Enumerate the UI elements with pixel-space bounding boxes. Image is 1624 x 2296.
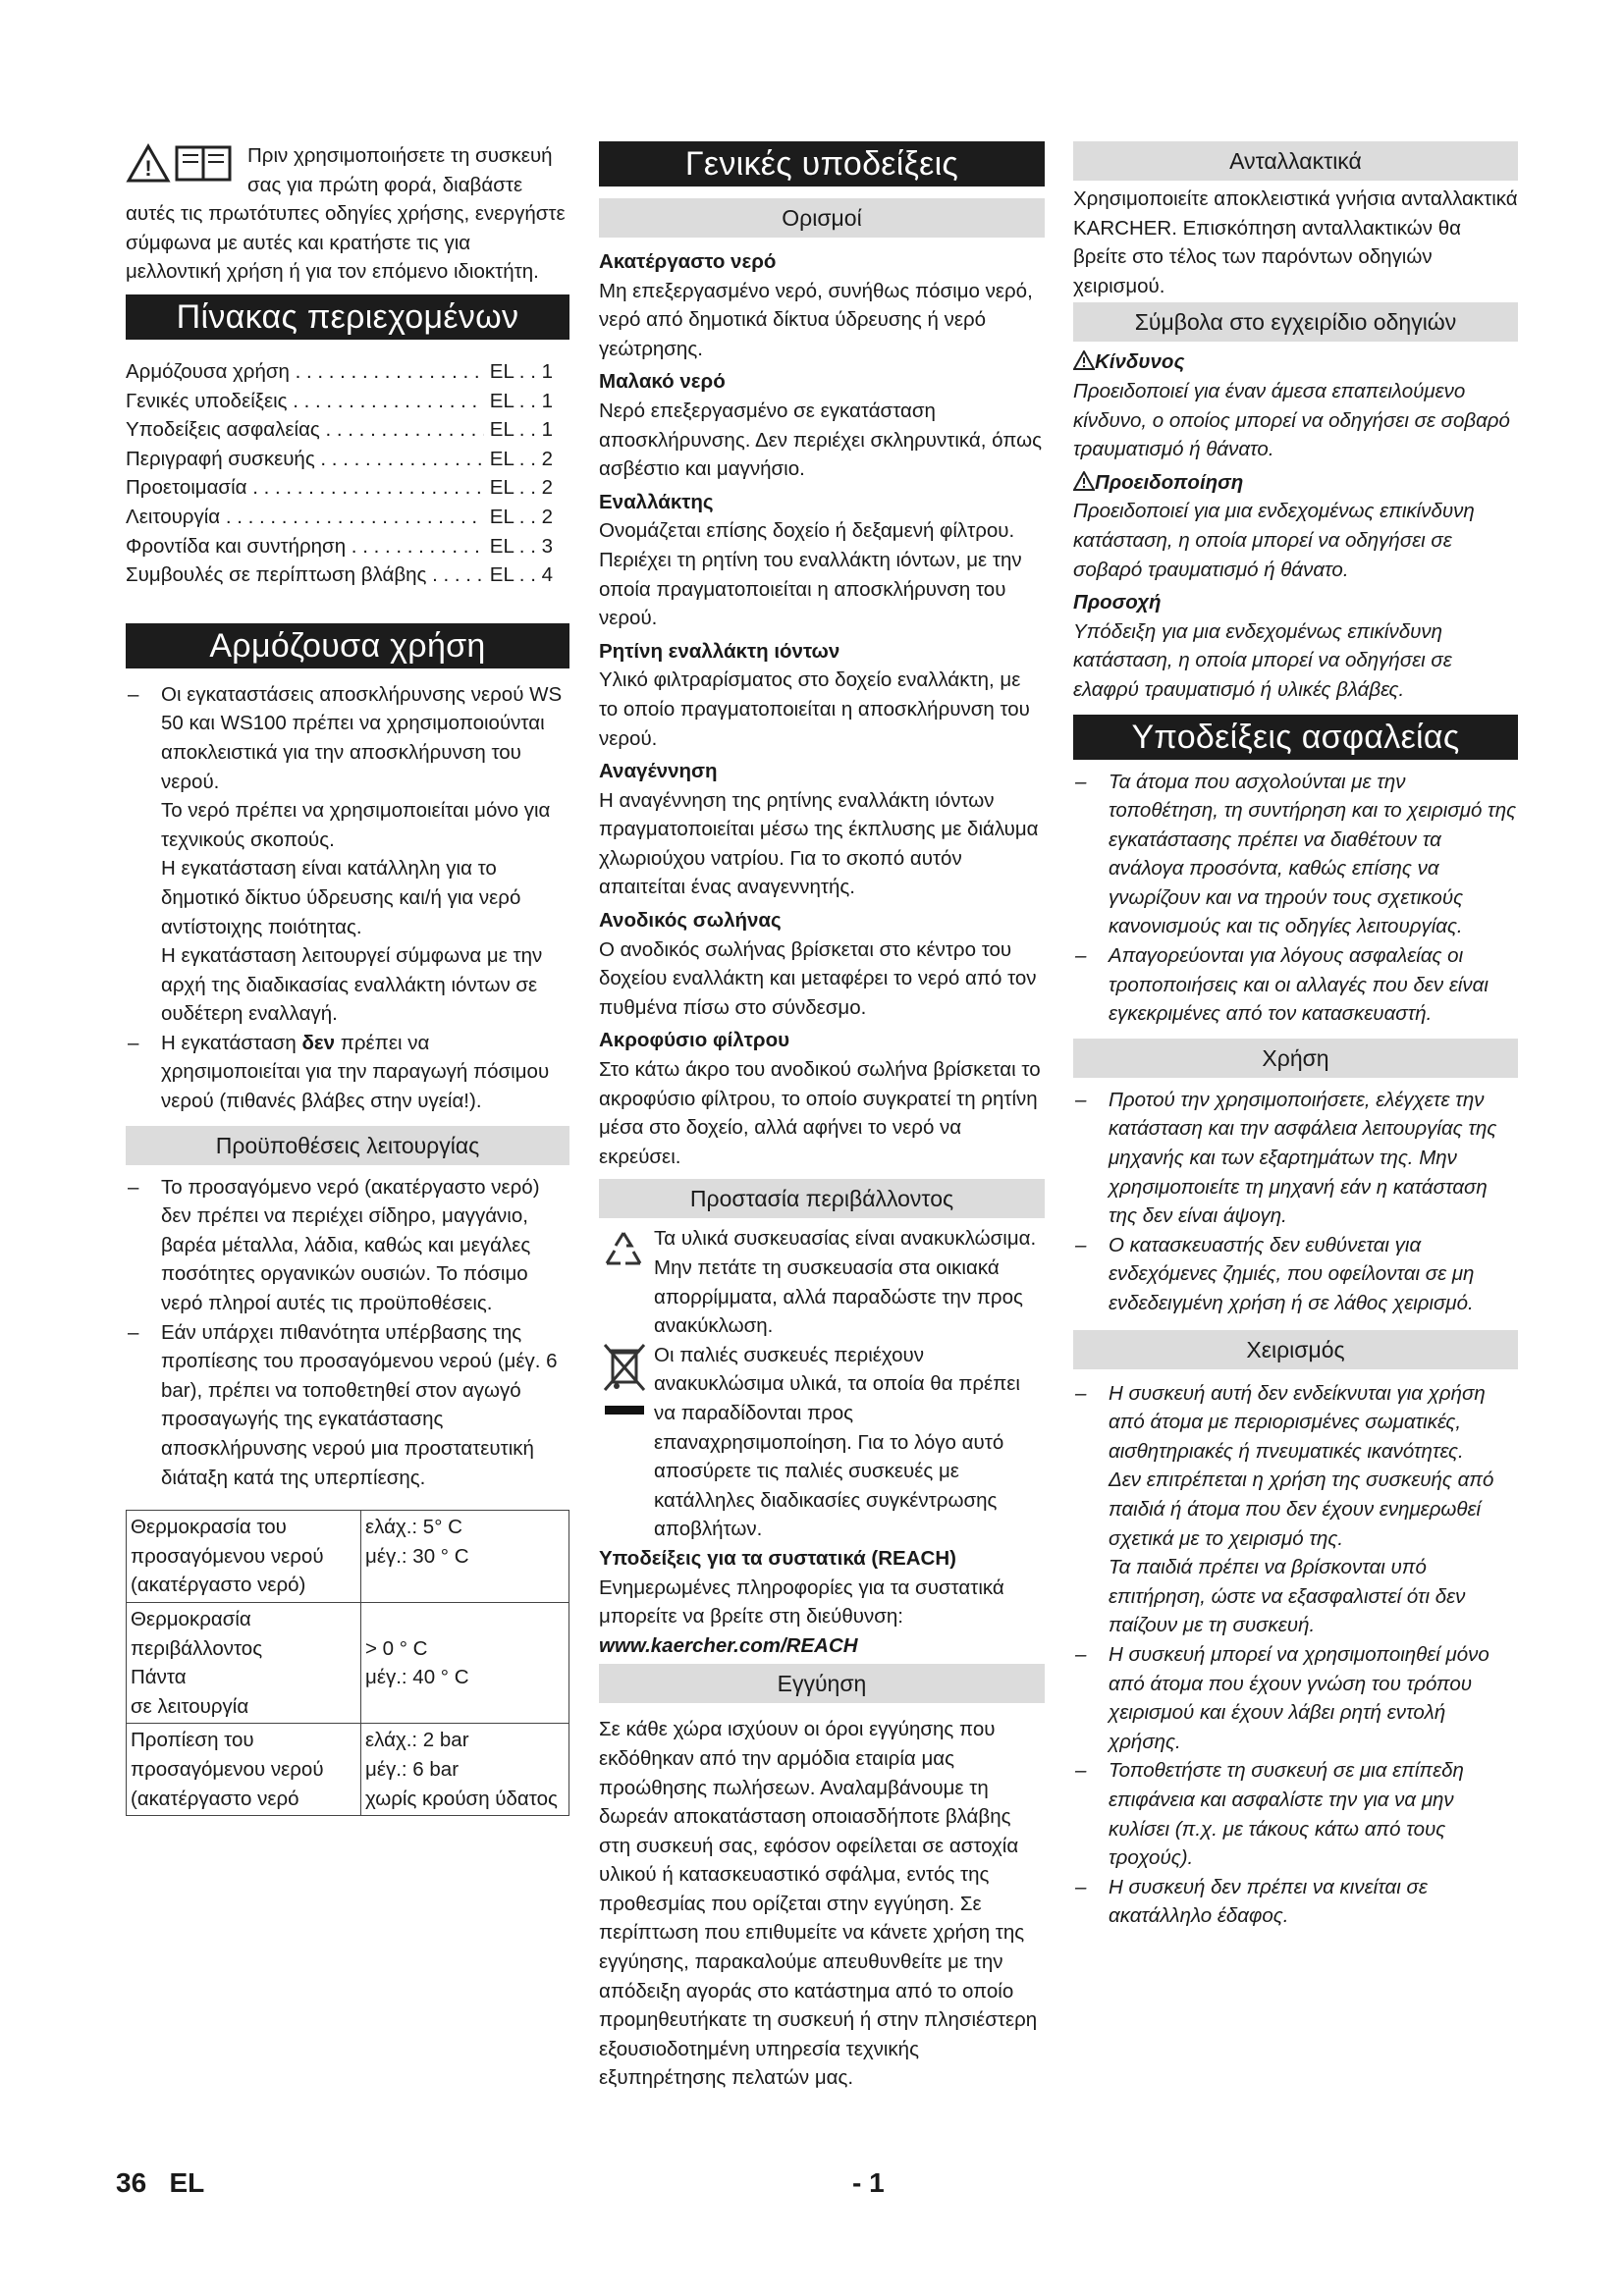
use-item-cont: Η εγκατάσταση είναι κατάλληλη για το δημοτικό δίκτυο ύδρευσης και/ή για νερό αντίστοιχης ποιότητας. <box>161 857 521 938</box>
page-number: - 1 <box>852 2167 885 2198</box>
definitions-heading: Ορισμοί <box>599 198 1045 238</box>
warning-manual-icon <box>126 143 242 183</box>
use-item: – Οι εγκαταστάσεις αποσκλήρυνσης νερού WS 50 και WS100 πρέπει να χρησιμοποιούνται αποκλειστικά για την αποσκλήρυνση του νερού. <box>126 680 569 796</box>
table-row: Προπίεση του προσαγόμενου νερού (ακατέργαστο νερό ελάχ.: 2 bar μέγ.: 6 bar χωρίς κρούση ύδατος <box>127 1724 569 1816</box>
toc-entry[interactable]: Γενικές υποδείξεις . . . EL . . 1 <box>126 387 553 416</box>
operation-item-cont: Τα παιδιά πρέπει να βρίσκονται υπό επιτήρηση, ώστε να εξασφαλιστεί ότι δεν παίζουν με τη συσκευή. <box>1109 1556 1466 1637</box>
definition-term: Ρητίνη εναλλάκτη ιόντων <box>599 639 840 663</box>
reach-heading: Υποδείξεις για τα συστατικά (REACH) <box>599 1546 956 1570</box>
column-left <box>126 141 569 1816</box>
warning-title: Προειδοποίηση <box>1073 468 1518 498</box>
prereq-heading: Προϋποθέσεις λειτουργίας <box>126 1126 569 1165</box>
environment-recycle <box>599 1224 1045 1340</box>
definition-term: Εναλλάκτης <box>599 490 714 513</box>
crossed-bin-icon <box>603 1343 646 1430</box>
usage-list <box>1073 1086 1518 1318</box>
use-heading: Αρμόζουσα χρήση <box>126 623 569 668</box>
general-heading: Γενικές υποδείξεις <box>599 141 1045 187</box>
toc-entry[interactable]: Υποδείξεις ασφαλείας . . . EL . . 1 <box>126 415 553 445</box>
table-row: Θερμοκρασία του προσαγόμενου νερού (ακατέργαστο νερό) ελάχ.: 5° C μέγ.: 30 ° C <box>127 1511 569 1603</box>
operation-heading: Χειρισμός <box>1073 1330 1518 1369</box>
table-row: Θερμοκρασία περιβάλλοντος Πάντα σε λειτουργία > 0 ° C μέγ.: 40 ° C <box>127 1602 569 1723</box>
recycle-icon <box>601 1228 646 1278</box>
environment-text: Οι παλιές συσκευές περιέχουν ανακυκλώσιμα υλικά, τα οποία θα πρέπει να παραδίδονται προς επαναχρησιμοποίηση. Για το λόγο αυτό αποσύρετε τις παλιές συσκευές με κατάλληλες διαδικασίες συγκέντρωσης αποβλήτων. <box>654 1343 1020 1541</box>
operation-list <box>1073 1379 1518 1931</box>
definition-text: Νερό επεξεργασμένο σε εγκατάσταση αποσκλήρυνσης. Δεν περιέχει σκληρυντικά, όπως ασβέστιο και μαγνήσιο. <box>599 399 1042 481</box>
use-list <box>126 680 569 1116</box>
definition-text: Ονομάζεται επίσης δοχείο ή δεξαμενή φίλτρου. Περιέχει τη ρητίνη του εναλλάκτη ιόντων, με την οποία πραγματοποιείται η αποσκλήρυνση του νερού. <box>599 519 1022 630</box>
operation-item: – Η συσκευή μπορεί να χρησιμοποιηθεί μόνο από άτομα που έχουν γνώση του τρόπου χειρισμού και έχουν λάβει ρητή εντολή χρήσης. <box>1073 1640 1518 1756</box>
operation-item-cont: Δεν επιτρέπεται η χρήση της συσκευής από παιδιά ή άτομα που δεν έχουν ενημερωθεί σχετικά με το χειρισμό της. <box>1109 1468 1494 1550</box>
definition-term: Αναγέννηση <box>599 760 718 783</box>
environment-disposal <box>599 1341 1045 1544</box>
environment-text: Τα υλικά συσκευασίας είναι ανακυκλώσιμα. Μην πετάτε τη συσκευασία στα οικιακά απορρίμματα, αλλά παραδώστε την προς ανακύκλωση. <box>654 1227 1037 1338</box>
conditions-table <box>126 1510 569 1816</box>
caution-title: Προσοχή <box>1073 591 1162 614</box>
safety-item: – Τα άτομα που ασχολούνται με την τοποθέτηση, τη συντήρηση και το χειρισμό της εγκατάστασης πρέπει να διαθέτουν τα ανάλογα προσόντα, καθώς επίσης να γνωρίζουν και να τηρούν τους σχετικούς κανονισμούς και τις οδηγίες λειτουργίας. <box>1073 768 1518 942</box>
safety-item: – Απαγορεύονται για λόγους ασφαλείας οι τροποποιήσεις και οι αλλαγές που δεν είναι εγκεκριμένες από τον κατασκευαστή. <box>1073 941 1518 1029</box>
toc-heading: Πίνακας περιεχομένων <box>126 294 569 340</box>
symbols-heading: Σύμβολα στο εγχειρίδιο οδηγιών <box>1073 302 1518 342</box>
use-item: – Η εγκατάσταση δεν πρέπει να χρησιμοποιείται για την παραγωγή πόσιμου νερού (πιθανές βλάβες στην υγεία!). <box>126 1029 569 1116</box>
definition-text: Η αναγέννηση της ρητίνης εναλλάκτη ιόντων πραγματοποιείται μέσω της έκπλυσης με διάλυμα χλωριούχου νατρίου. Για το σκοπό αυτόν απαιτείται ένας αναγεννητής. <box>599 788 1039 899</box>
use-item-cont: Το νερό πρέπει να χρησιμοποιείται μόνο για τεχνικούς σκοπούς. <box>161 799 551 851</box>
warranty-heading: Εγγύηση <box>599 1664 1045 1703</box>
definition-text: Ο ανοδικός σωλήνας βρίσκεται στο κέντρο του δοχείου εναλλάκτη και μεταφέρει το νερό από τον πυθμένα πίσω στο σύνδεσμο. <box>599 937 1037 1019</box>
operation-item: – Τοποθετήστε τη συσκευή σε μια επίπεδη επιφάνεια και ασφαλίστε την για να μην κυλίσει (π.χ. με τάκους κάτω από τους τροχούς). <box>1073 1756 1518 1872</box>
toc-entry[interactable]: Λειτουργία . . . EL . . 2 <box>126 503 553 532</box>
toc-list <box>126 357 553 590</box>
operation-item: – Η συσκευή δεν πρέπει να κινείται σε ακατάλληλο έδαφος. <box>1073 1873 1518 1931</box>
operation-item: – Η συσκευή αυτή δεν ενδείκνυται για χρήση από άτομα με περιορισμένες σωματικές, αισθητηριακές ή πνευματικές ικανότητες. <box>1073 1379 1518 1467</box>
toc-entry[interactable]: Περιγραφή συσκευής . . . EL . . 2 <box>126 445 553 474</box>
warning-text: Προειδοποιεί για μια ενδεχομένως επικίνδυνη κατάσταση, η οποία μπορεί να οδηγήσει σε σοβαρό τραυματισμό ή θάνατο. <box>1073 500 1475 581</box>
toc-entry[interactable]: Φροντίδα και συντήρηση . . . EL . . 3 <box>126 532 553 561</box>
definition-text: Στο κάτω άκρο του ανοδικού σωλήνα βρίσκεται το ακροφύσιο φίλτρου, το οποίο συγκρατεί τη ρητίνη μέσα στο δοχείο, αλλά αφήνει το νερό να εκρεύσει. <box>599 1058 1041 1168</box>
prereq-item: – Το προσαγόμενο νερό (ακατέργαστο νερό) δεν πρέπει να περιέχει σίδηρο, μαγγάνιο, βαρέα μέταλλα, λάδια, καθώς και μεγάλες ποσότητες οργανικών ουσιών. Το πόσιμο νερό πληροί αυτές τις προϋποθέσεις. <box>126 1173 569 1318</box>
spares-heading: Ανταλλακτικά <box>1073 141 1518 181</box>
definition-term: Ακροφύσιο φίλτρου <box>599 1029 790 1052</box>
danger-warning-icon <box>1073 350 1095 373</box>
intro-text: Πριν χρησιμοποιήσετε τη συσκευή σας για πρώτη φορά, διαβάστε αυτές τις πρωτότυπες οδηγίες χρήσης, ενεργήστε σύμφωνα με αυτές και κρατήστε τις για μελλοντική χρήση ή για τον επόμενο ιδιοκτήτη. <box>126 144 566 284</box>
usage-item: – Προτού την χρησιμοποιήσετε, ελέγχετε την κατάσταση και την ασφάλεια λειτουργίας της μηχανής και των εξαρτημάτων της. Μην χρησιμοποιείτε τη μηχανή εάν η κατάσταση της δεν είναι άψογη. <box>1073 1086 1518 1231</box>
definition-text: Υλικό φιλτραρίσματος στο δοχείο εναλλάκτη, με το οποίο πραγματοποιείται η αποσκλήρυνση του νερού. <box>599 668 1030 750</box>
danger-title: Κίνδυνος <box>1073 347 1518 377</box>
prereq-item: – Εάν υπάρχει πιθανότητα υπέρβασης της προπίεσης του προσαγόμενου νερού (μέγ. 6 bar), πρέπει να τοποθετηθεί στον αγωγό προσαγωγής της εγκατάστασης αποσκλήρυνσης νερού μια προστατευτική διάταξη κατά της υπερπίεσης. <box>126 1318 569 1493</box>
spares-text: Χρησιμοποιείτε αποκλειστικά γνήσια ανταλλακτικά KARCHER. Επισκόπηση ανταλλακτικών θα βρείτε στο τέλος των παρόντων οδηγιών χειρισμού. <box>1073 187 1518 297</box>
column-right <box>1073 141 1518 1931</box>
toc-entry[interactable]: Προετοιμασία . . . EL . . 2 <box>126 473 553 503</box>
toc-entry[interactable]: Αρμόζουσα χρήση . . . EL . . 1 <box>126 357 553 387</box>
definition-term: Ανοδικός σωλήνας <box>599 909 782 933</box>
prereq-list <box>126 1173 569 1493</box>
safety-list <box>1073 768 1518 1029</box>
environment-heading: Προστασία περιβάλλοντος <box>599 1179 1045 1218</box>
safety-heading: Υποδείξεις ασφαλείας <box>1073 715 1518 760</box>
warranty-text: Σε κάθε χώρα ισχύουν οι όροι εγγύησης που εκδόθηκαν από την αρμόδια εταιρία μας προώθησης πωλήσεων. Αναλαμβάνουμε τη δωρεάν αποκατάσταση οποιασδήποτε βλάβης στη συσκευή σας, εφόσον οφείλεται σε αστοχία υλικού ή κατασκευαστικό σφάλμα, εντός της προθεσμίας που ορίζεται στην εγγύηση. Σε περίπτωση που επιθυμείτε να κάνετε χρήση της εγγύησης, παρακαλούμε απευθυνθείτε με την απόδειξη αγοράς στο κατάστημα από το οποίο προμηθευτήκατε τη συσκευή ή στην πλησιέστερη εξουσιοδοτημένη υπηρεσία τεχνικής εξυπηρέτησης πελατών μας. <box>599 1718 1038 2090</box>
intro-block <box>126 141 569 289</box>
usage-heading: Χρήση <box>1073 1039 1518 1078</box>
definition-term: Μαλακό νερό <box>599 370 726 394</box>
usage-item: – Ο κατασκευαστής δεν ευθύνεται για ενδεχόμενες ζημιές, που οφείλονται σε μη ενδεδειγμένη χρήση ή σε λάθος χειρισμό. <box>1073 1231 1518 1318</box>
definition-text: Μη επεξεργασμένο νερό, συνήθως πόσιμο νερό, νερό από δημοτικά δίκτυα ύδρευσης ή νερό γεώτρησης. <box>599 279 1033 360</box>
toc-entry[interactable]: Συμβουλές σε περίπτωση βλάβης . . . EL . . 4 <box>126 561 553 590</box>
svg-text:!: ! <box>144 156 152 181</box>
danger-text: Προειδοποιεί για έναν άμεσα επαπειλούμενο κίνδυνο, ο οποίος μπορεί να οδηγήσει σε σοβαρό τραυματισμό ή θάνατο. <box>1073 379 1510 461</box>
column-middle <box>599 141 1045 2093</box>
reach-link[interactable]: www.kaercher.com/REACH <box>599 1633 858 1657</box>
warning-icon <box>1073 471 1095 494</box>
symbols-list <box>1073 347 1518 704</box>
definitions-list <box>599 247 1045 1171</box>
page-language-label: 36 EL <box>116 2167 205 2198</box>
definition-term: Ακατέργαστο νερό <box>599 250 777 273</box>
reach-text: Ενημερωμένες πληροφορίες για τα συστατικά μπορείτε να βρείτε στη διεύθυνση: <box>599 1575 1004 1629</box>
use-item-cont: Η εγκατάσταση λειτουργεί σύμφωνα με την αρχή της διαδικασίας εναλλάκτη ιόντων σε ουδέτερη εναλλαγή. <box>161 944 543 1026</box>
caution-text: Υπόδειξη για μια ενδεχομένως επικίνδυνη κατάσταση, η οποία μπορεί να οδηγήσει σε ελαφρύ τραυματισμό ή υλικές βλάβες. <box>1073 619 1452 701</box>
